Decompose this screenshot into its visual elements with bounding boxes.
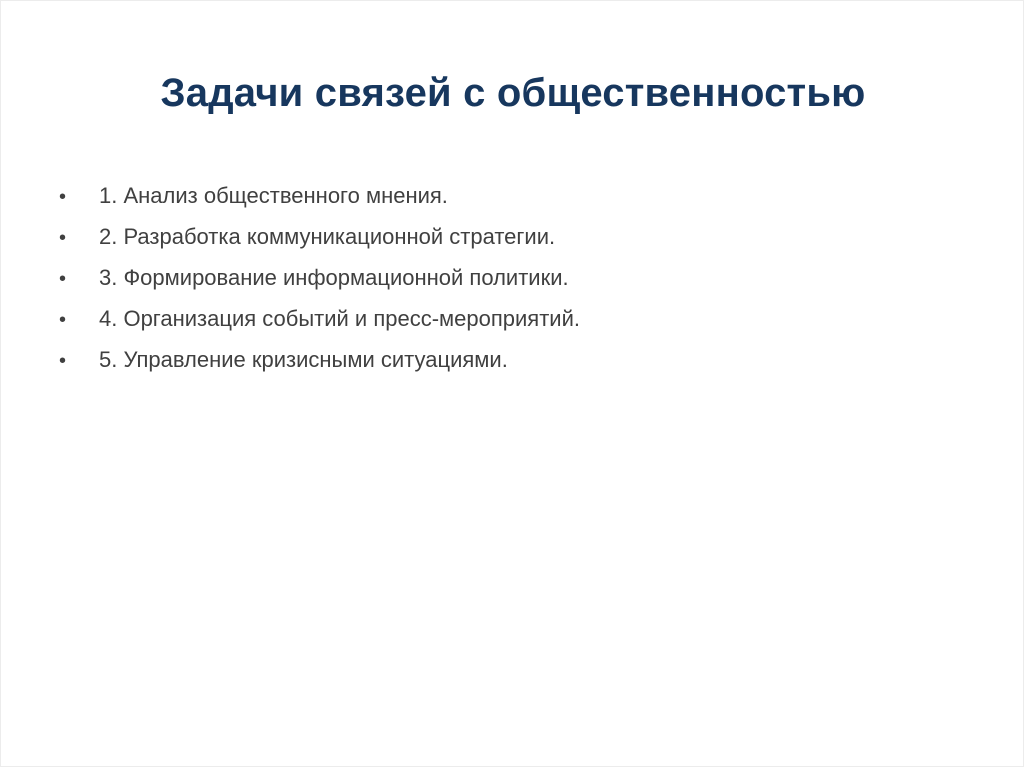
- bullet-icon: •: [59, 186, 67, 208]
- list-item: [59, 306, 580, 347]
- list-item-text: 5. Управление кризисными ситуациями.: [99, 347, 508, 372]
- list-item: [59, 347, 580, 388]
- slide-title: Задачи связей с общественностью: [160, 71, 866, 115]
- list-item-text: 2. Разработка коммуникационной стратегии.: [99, 224, 556, 249]
- list-item-text: 4. Организация событий и пресс-мероприятий.: [99, 306, 580, 331]
- bullet-list: [59, 183, 580, 388]
- bullet-icon: •: [59, 268, 67, 290]
- list-item: [59, 183, 580, 224]
- bullet-icon: •: [59, 350, 67, 372]
- list-item: [59, 265, 580, 306]
- list-item: [59, 224, 580, 265]
- list-item-text: 1. Анализ общественного мнения.: [99, 183, 448, 208]
- bullet-icon: •: [59, 309, 67, 331]
- bullet-icon: •: [59, 227, 67, 249]
- list-item-text: 3. Формирование информационной политики.: [99, 265, 569, 290]
